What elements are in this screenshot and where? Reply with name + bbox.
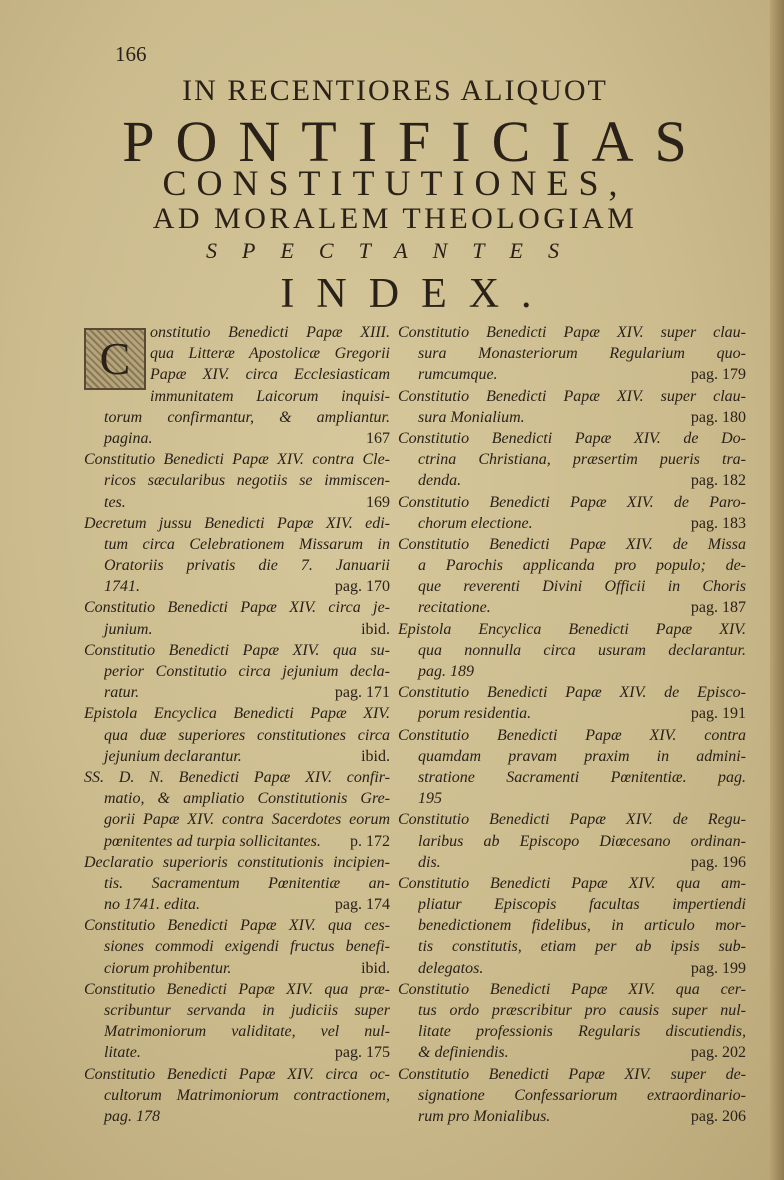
entry-text: rum pro Monialibus.	[418, 1107, 551, 1125]
page-reference: 167	[366, 429, 390, 447]
index-entry-line	[84, 746, 390, 767]
index-entry-line	[84, 1085, 390, 1106]
entry-text: Decretum jussu Benedicti Papæ XIV. edi-	[84, 514, 390, 532]
index-entry	[398, 725, 746, 810]
entry-text: 195	[418, 790, 442, 808]
index-entry-line	[398, 1064, 746, 1085]
index-heading: INDEX.	[280, 271, 554, 317]
entry-text: tus ordo præscribitur pro causis super nul-	[418, 1002, 746, 1019]
index-entry-line	[84, 682, 390, 703]
index-entry-line	[398, 936, 746, 957]
entry-text: pag. 189	[418, 663, 474, 680]
entry-text: Constitutio Benedicti Papæ XIV. de Paro-	[398, 493, 746, 511]
entry-text: Constitutio Benedicti Papæ XIV. super clau-	[398, 324, 746, 341]
entry-text: laribus ab Episcopo Diœcesano ordinan-	[418, 832, 746, 850]
index-entry-line	[84, 1106, 390, 1127]
entry-text: matio, & ampliatio Constitutionis Gre-	[104, 790, 390, 808]
index-entry-line	[398, 343, 746, 364]
entry-text: delegatos.	[418, 959, 484, 977]
index-entry-line	[398, 725, 746, 746]
page-reference: ibid.	[361, 747, 390, 765]
book-edge	[770, 0, 784, 1180]
index-entry-line	[398, 852, 746, 873]
entry-text: Epistola Encyclica Benedicti Papæ XIV.	[84, 705, 390, 723]
entry-text: quamdam pravam praxim in admini-	[418, 747, 746, 765]
index-entry	[84, 449, 390, 513]
page-reference: pag. 179	[690, 366, 746, 384]
entry-text: rumcumque.	[418, 366, 498, 384]
entry-text: Constitutio Benedicti Papæ XIV. qua præ-	[84, 980, 390, 998]
entry-text: a Parochis applicanda pro populo; de-	[418, 557, 746, 575]
index-entry-line	[398, 703, 746, 724]
index-entry-line	[84, 513, 390, 534]
entry-text: dis.	[418, 853, 441, 871]
entry-text: ratur.	[104, 684, 140, 702]
entry-text: pagina.	[104, 429, 153, 447]
index-entry-line	[398, 788, 746, 809]
page-reference: 169	[366, 493, 390, 511]
page-number: 166	[115, 42, 147, 66]
entry-text: pliatur Episcopis facultas impertiendi	[418, 896, 746, 914]
entry-text: qua Litteræ Apostolicæ Gregorii	[150, 345, 390, 363]
index-entry-line	[398, 555, 746, 576]
index-entry	[398, 809, 746, 873]
index-entry-line	[398, 386, 746, 407]
entry-text: perior Constitutio circa jejunium decla-	[104, 663, 390, 680]
entry-text: Oratoriis privatis die 7. Januarii	[104, 557, 390, 575]
entry-text: tis constitutis, etiam per ab ipsis sub-	[418, 938, 746, 956]
index-entry-line	[398, 513, 746, 534]
entry-text: Constitutio Benedicti Papæ XIV. contra Cle-	[84, 451, 390, 469]
index-entry-line	[84, 725, 390, 746]
index-entry-line	[84, 915, 390, 936]
page-reference: pag. 183	[690, 514, 746, 532]
index-entry-line	[398, 894, 746, 915]
entry-text: stratione Sacramenti Pœnitentiæ. pag.	[418, 768, 746, 786]
index-entry	[398, 322, 746, 386]
page-reference: pag. 202	[690, 1044, 746, 1062]
index-entry-line	[398, 1042, 746, 1063]
index-entry-line	[84, 788, 390, 809]
index-entry-line	[84, 597, 390, 618]
index-entry	[84, 1064, 390, 1128]
page-reference: pag. 175	[334, 1044, 390, 1062]
entry-text: Matrimoniorum validitate, vel nul-	[104, 1023, 390, 1041]
entry-text: 1741.	[104, 578, 140, 596]
index-entry-line	[398, 322, 746, 343]
index-left-column	[84, 322, 390, 1127]
index-entry	[84, 915, 390, 979]
index-entry-line	[84, 936, 390, 957]
index-entry	[84, 767, 390, 852]
entry-text: Declaratio superioris constitutionis incipien-	[84, 853, 390, 871]
index-entry	[84, 852, 390, 916]
title-line-2: PONTIFICIAS	[122, 109, 708, 174]
entry-text: Epistola Encyclica Benedicti Papæ XIV.	[398, 620, 746, 638]
page-reference: ibid.	[361, 959, 390, 977]
index-entry-line	[398, 492, 746, 513]
index-entry-line	[398, 597, 746, 618]
entry-text: Constitutio Benedicti Papæ XIV. de Do-	[398, 429, 746, 447]
entry-text: Constitutio Benedicti Papæ XIV. de Missa	[398, 535, 746, 553]
page-reference: pag. 199	[690, 959, 746, 977]
page-reference: p. 172	[350, 832, 390, 850]
entry-text: cultorum Matrimoniorum contractionem,	[104, 1086, 390, 1104]
entry-text: scribuntur servanda in judiciis super	[104, 1002, 390, 1019]
index-entry	[398, 534, 746, 619]
index-entry-line	[398, 873, 746, 894]
index-entry-line	[84, 979, 390, 1000]
title-line-1: IN RECENTIORES ALIQUOT	[182, 74, 608, 107]
index-entry-line	[398, 661, 746, 682]
entry-text: Constitutio Benedicti Papæ XIV. qua am-	[398, 874, 746, 892]
index-entry-line	[84, 852, 390, 873]
entry-text: Constitutio Benedicti Papæ XIV. circa je-	[84, 599, 390, 617]
entry-text: Constitutio Benedicti Papæ XIV. circa oc-	[84, 1065, 390, 1083]
entry-text: que reverenti Divini Officii in Choris	[418, 578, 746, 596]
ornamental-drop-cap: C	[84, 328, 146, 390]
entry-text: Constitutio Benedicti Papæ XIV. contra	[398, 726, 746, 744]
index-entry	[84, 640, 390, 704]
index-entry-line	[84, 640, 390, 661]
entry-text: tes.	[104, 493, 126, 511]
title-line-5: SPECTANTES	[206, 238, 584, 263]
page-reference: pag. 191	[690, 705, 746, 723]
page-reference: ibid.	[361, 620, 390, 638]
page-reference: pag. 187	[690, 599, 746, 617]
index-entry-line	[84, 809, 390, 830]
index-entry	[84, 597, 390, 639]
index-entry	[84, 513, 390, 598]
entry-text: Constitutio Benedicti Papæ XIV. de Regu-	[398, 811, 746, 829]
entry-text: Constitutio Benedicti Papæ XIV. super de-	[398, 1065, 746, 1083]
entry-text: gorii Papæ XIV. contra Sacerdotes eorum	[104, 811, 390, 829]
entry-text: tis. Sacramentum Pœnitentiæ an-	[104, 874, 390, 892]
entry-text: Constitutio Benedicti Papæ XIV. qua su-	[84, 641, 390, 659]
entry-text: Constitutio Benedicti Papæ XIV. qua cer-	[398, 980, 746, 998]
index-entry-line	[398, 746, 746, 767]
index-entry	[84, 703, 390, 767]
index-entry-line	[84, 534, 390, 555]
entry-text: chorum electione.	[418, 514, 533, 532]
index-entry	[398, 492, 746, 534]
index-entry-line	[84, 958, 390, 979]
index-entry-line	[84, 428, 390, 449]
entry-text: & definiendis.	[418, 1044, 509, 1062]
index-entry	[398, 428, 746, 492]
entry-text: recitatione.	[418, 599, 491, 617]
index-entry	[398, 682, 746, 724]
entry-text: pag. 178	[104, 1107, 160, 1125]
entry-text: onstitutio Benedicti Papæ XIII.	[150, 324, 390, 341]
index-entry-line	[84, 873, 390, 894]
entry-text: litate professionis Regularis discutiendis,	[418, 1023, 746, 1041]
index-entry-line	[84, 894, 390, 915]
index-entry	[398, 979, 746, 1064]
entry-text: no 1741. edita.	[104, 896, 200, 914]
index-entry-line	[84, 470, 390, 491]
entry-text: pœnitentes ad turpia sollicitantes.	[104, 832, 321, 850]
entry-text: ctrina Christiana, præsertim pueris tra-	[418, 451, 746, 469]
entry-text: tum circa Celebrationem Missarum in	[104, 535, 390, 553]
entry-text: signatione Confessariorum extraordinario-	[418, 1086, 746, 1104]
index-entry-line	[84, 1021, 390, 1042]
index-right-column	[398, 322, 746, 1127]
index-entry-line	[398, 364, 746, 385]
index-entry-line	[398, 640, 746, 661]
entry-text: immunitatem Laicorum inquisi-	[150, 387, 390, 405]
entry-text: sura Monasteriorum Regularium quo-	[418, 345, 746, 363]
index-entry-line	[84, 619, 390, 640]
index-entry-line	[398, 767, 746, 788]
entry-text: sura Monialium.	[418, 408, 525, 426]
entry-text: porum residentia.	[418, 705, 532, 723]
index-entry-line	[398, 958, 746, 979]
entry-text: junium.	[104, 620, 153, 638]
index-entry-line	[84, 767, 390, 788]
entry-text: Papæ XIV. circa Ecclesiasticam	[150, 366, 390, 384]
page-reference: pag. 196	[690, 853, 746, 871]
entry-text: Constitutio Benedicti Papæ XIV. de Episco-	[398, 684, 746, 702]
entry-text: siones commodi exigendi fructus benefi-	[104, 938, 390, 956]
entry-text: jejunium declarantur.	[104, 747, 242, 765]
index-entry-line	[398, 915, 746, 936]
index-entry-line	[84, 449, 390, 470]
index-entry	[398, 1064, 746, 1128]
page-reference: pag. 171	[334, 684, 390, 702]
page-reference: pag. 182	[690, 472, 746, 490]
index-entry-line	[398, 682, 746, 703]
entry-text: benedictionem fidelibus, in articulo mor-	[418, 917, 746, 935]
index-entry	[398, 873, 746, 979]
index-entry-line	[398, 449, 746, 470]
entry-text: ciorum prohibentur.	[104, 959, 232, 977]
index-entry-line	[84, 576, 390, 597]
entry-text: SS. D. N. Benedicti Papæ XIV. confir-	[84, 768, 390, 786]
index-entry-line	[84, 1000, 390, 1021]
index-entry-line	[398, 470, 746, 491]
title-line-4: AD MORALEM THEOLOGIAM	[152, 202, 638, 235]
entry-text: litate.	[104, 1044, 141, 1062]
index-entry-line	[398, 1021, 746, 1042]
index-entry-line	[84, 831, 390, 852]
entry-text: ricos sæcularibus negotiis se immiscen-	[104, 472, 390, 490]
index-entry-line	[398, 1000, 746, 1021]
page-reference: pag. 206	[690, 1107, 746, 1125]
index-entry-line	[84, 555, 390, 576]
index-entry-line	[84, 492, 390, 513]
index-entry-line	[84, 703, 390, 724]
index-entry-line	[398, 1085, 746, 1106]
page-reference: pag. 180	[690, 408, 746, 426]
index-entry-line	[398, 534, 746, 555]
index-entry	[398, 619, 746, 683]
entry-text: qua nonnulla circa usuram declarantur.	[418, 641, 746, 659]
index-entry	[398, 386, 746, 428]
index-entry	[84, 979, 390, 1064]
index-entry-line	[398, 1106, 746, 1127]
entry-text: Constitutio Benedicti Papæ XIV. qua ces-	[84, 917, 390, 935]
index-entry-line	[398, 831, 746, 852]
page-reference: pag. 170	[334, 578, 390, 596]
page-reference: pag. 174	[334, 896, 390, 914]
index-entry-line	[84, 661, 390, 682]
entry-text: torum confirmantur, & ampliantur.	[104, 408, 390, 426]
title-line-3: CONSTITUTIONES,	[162, 163, 628, 203]
index-entry-line	[398, 809, 746, 830]
index-entry-line	[84, 407, 390, 428]
entry-text: qua duæ superiores constitutiones circa	[104, 726, 390, 744]
entry-text: denda.	[418, 472, 462, 490]
index-entry-line	[398, 576, 746, 597]
index-entry-line	[84, 1042, 390, 1063]
index-entry-line	[398, 407, 746, 428]
entry-text: Constitutio Benedicti Papæ XIV. super clau-	[398, 387, 746, 405]
index-entry-line	[398, 979, 746, 1000]
index-entry-line	[398, 619, 746, 640]
index-entry-line	[84, 1064, 390, 1085]
index-entry-line	[398, 428, 746, 449]
